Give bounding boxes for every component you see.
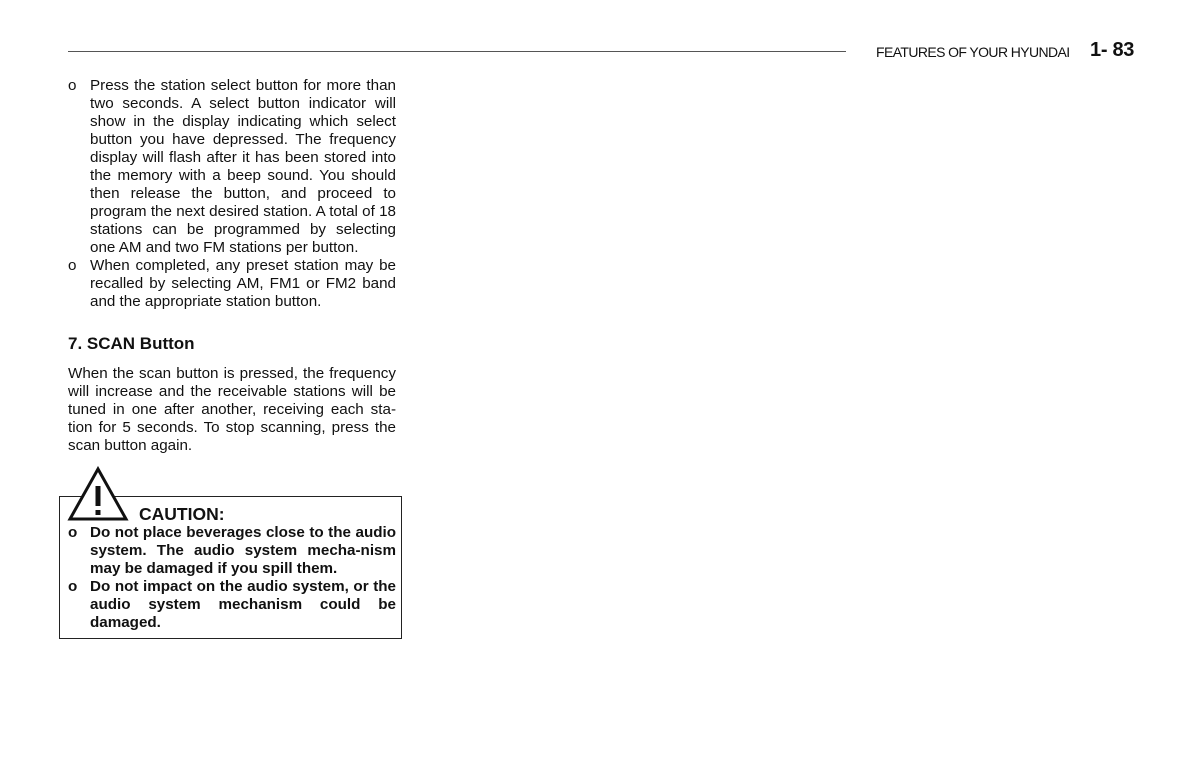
page-number: 1- 83 bbox=[1090, 39, 1135, 61]
bullet-mark: o bbox=[68, 77, 77, 94]
caution-list bbox=[68, 524, 396, 632]
bullet-mark: o bbox=[68, 524, 78, 541]
list-item bbox=[68, 257, 396, 311]
list-item-text: Press the station select button for more than two seconds. A select button indicator will show in the display indicating which select button you have depressed. The frequency display will flash after it has been stored into the memory with a beep sound. You should then release the button, and proceed to program the next desired station. A total of 18 stations can be programmed by selecting one AM and two FM stations per button. bbox=[90, 77, 396, 256]
list-item bbox=[68, 578, 396, 632]
list-item bbox=[68, 524, 396, 578]
scan-section-body: When the scan button is pressed, the frequency will increase and the receivable stations will be tuned in one after another, receiving each sta-tion for 5 seconds. To stop scanning, press the scan button again. bbox=[68, 365, 396, 454]
bullet-mark: o bbox=[68, 257, 77, 274]
bullet-mark: o bbox=[68, 578, 78, 595]
list-item-text: When completed, any preset station may be recalled by selecting AM, FM1 or FM2 band and the appropriate station button. bbox=[90, 257, 396, 310]
list-item bbox=[68, 77, 396, 257]
running-header-title: FEATURES OF YOUR HYUNDAI bbox=[876, 44, 1070, 60]
scan-section-title: 7. SCAN Button bbox=[68, 334, 195, 353]
warning-triangle-icon bbox=[67, 466, 129, 522]
preset-instructions-list bbox=[68, 77, 396, 311]
caution-item-text: Do not place beverages close to the audio system. The audio system mecha-nism may be damaged if you spill them. bbox=[90, 524, 396, 577]
caution-item-text: Do not impact on the audio system, or the audio system mechanism could be damaged. bbox=[90, 578, 396, 631]
caution-title: CAUTION: bbox=[139, 504, 225, 524]
main-text-column bbox=[68, 77, 396, 455]
header-rule bbox=[68, 51, 846, 52]
